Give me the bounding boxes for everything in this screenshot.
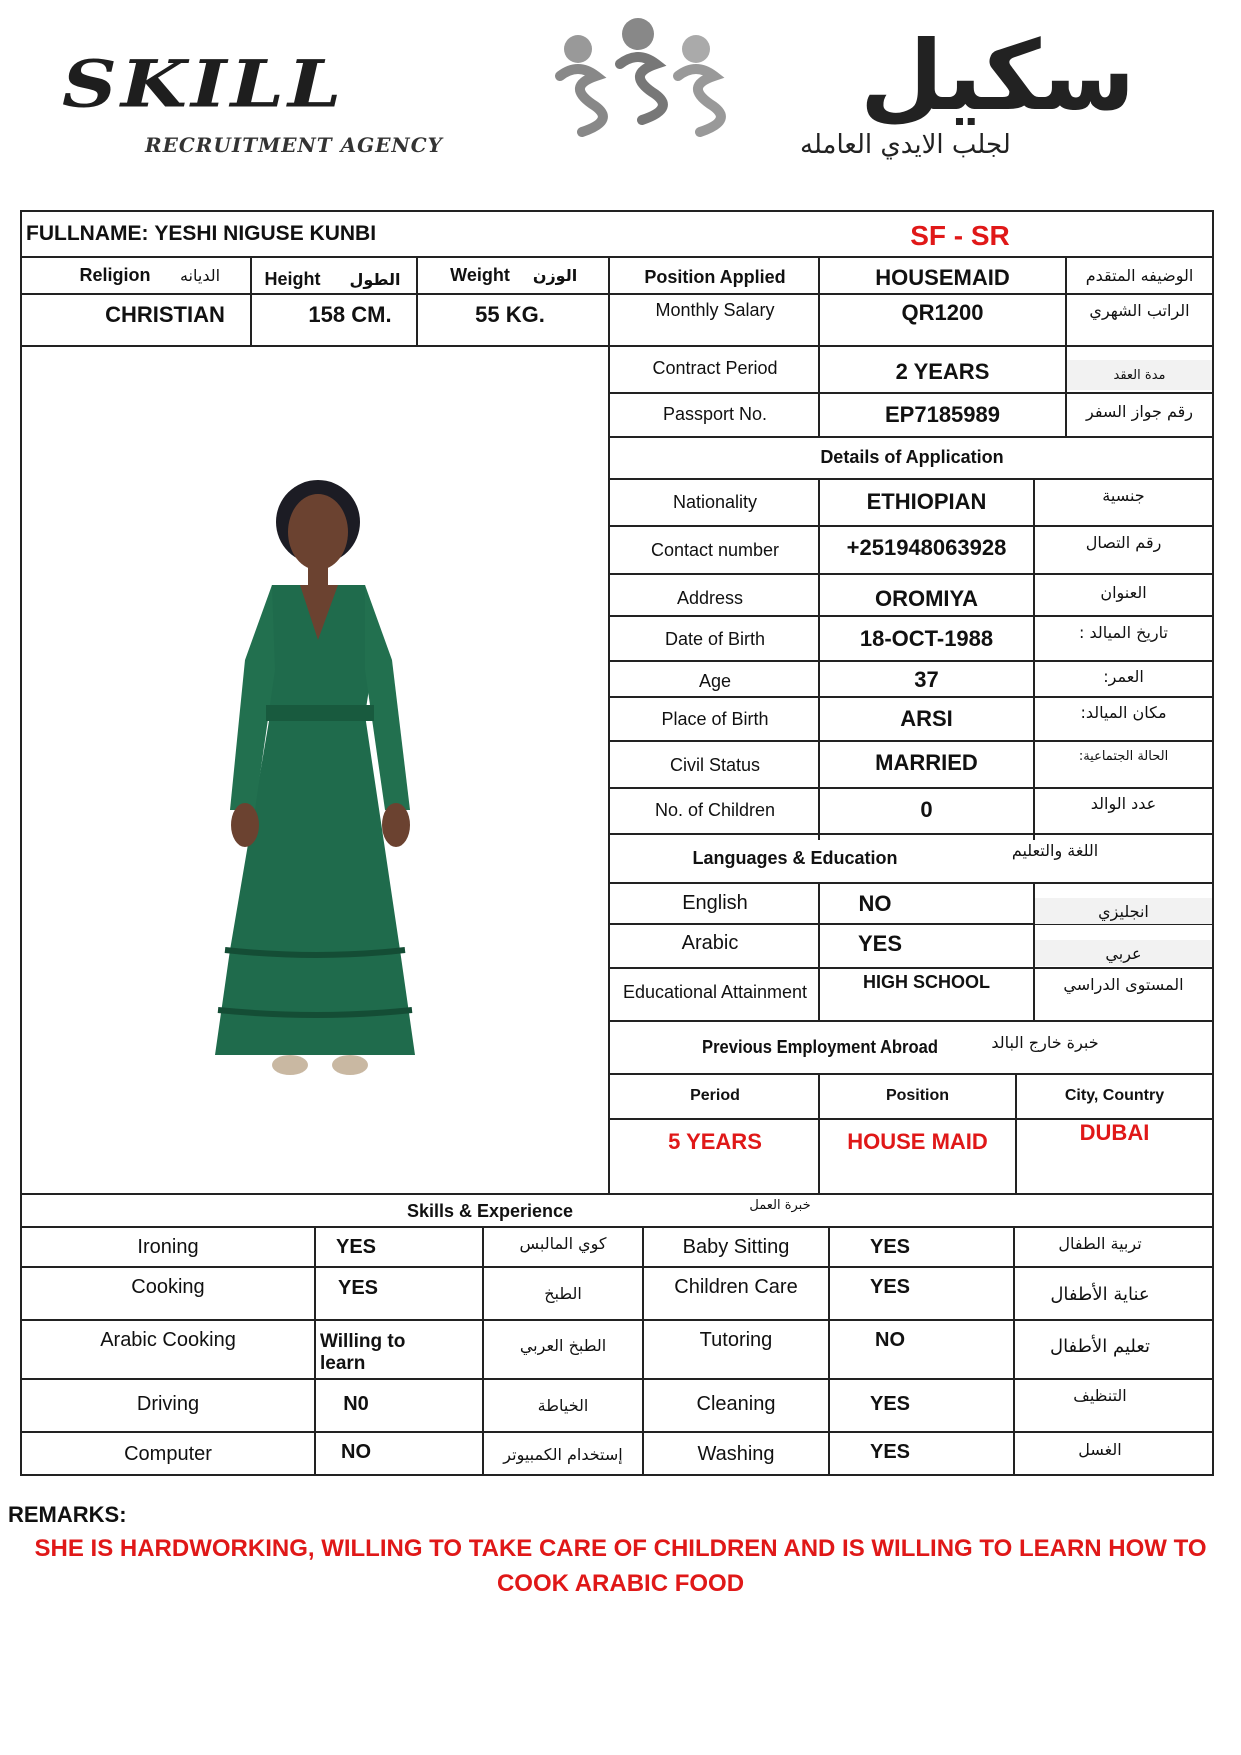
reference-code: SF - SR <box>910 220 1010 251</box>
skill-label-ar: الطبخ <box>544 1283 582 1303</box>
position-label: Position Applied <box>644 266 786 287</box>
applicant-photo <box>200 480 430 1080</box>
salary-value: QR1200 <box>901 300 984 325</box>
weight-label: Weight <box>450 264 510 285</box>
detail-label: Age <box>698 670 732 691</box>
detail-value: +251948063928 <box>846 535 1007 560</box>
logo-subtitle: RECRUITMENT AGENCY <box>145 133 443 157</box>
detail-label: Civil Status <box>669 754 761 775</box>
height-label-ar: الطول <box>349 269 401 289</box>
language-label-ar: انجليزي <box>1035 898 1212 924</box>
detail-label-ar: العمر: <box>1103 666 1144 686</box>
language-label: Arabic <box>681 931 739 954</box>
column-city: City, Country <box>1064 1087 1165 1104</box>
detail-value: ETHIOPIAN <box>866 489 987 514</box>
employment-position: HOUSE MAID <box>847 1129 988 1154</box>
skill-label-ar: الطبخ العربي <box>519 1335 607 1355</box>
skill-label: Tutoring <box>699 1328 773 1351</box>
height-label: Height <box>264 268 321 289</box>
skill-value: YES <box>869 1392 911 1415</box>
skill-value: NO <box>341 1440 371 1463</box>
detail-label-ar: جنسية <box>1102 485 1145 505</box>
detail-value: 0 <box>920 797 933 822</box>
language-label: English <box>682 891 748 914</box>
language-value: YES <box>857 931 903 956</box>
detail-label-ar: العنوان <box>1100 582 1147 602</box>
languages-title: Languages & Education <box>692 847 898 868</box>
skill-value: YES <box>869 1440 911 1463</box>
column-period: Period <box>690 1087 740 1104</box>
skill-label-ar: الغسل <box>1078 1439 1122 1459</box>
religion-label: Religion <box>79 264 151 285</box>
details-title: Details of Application <box>820 446 1004 467</box>
language-label: Educational Attainment <box>622 981 808 1002</box>
contract-label-ar: مدة العقد <box>1067 360 1212 390</box>
skill-value: YES <box>337 1276 379 1299</box>
passport-label: Passport No. <box>662 403 768 424</box>
height-value: 158 CM. <box>308 302 392 327</box>
skill-label: Cooking <box>131 1275 205 1298</box>
detail-value: 18-OCT-1988 <box>859 626 994 651</box>
detail-label: Address <box>676 587 744 608</box>
religion-value: CHRISTIAN <box>105 302 225 327</box>
skill-value: YES <box>869 1235 911 1258</box>
language-value: NO <box>858 891 892 916</box>
skills-title: Skills & Experience <box>406 1200 574 1221</box>
weight-value: 55 KG. <box>475 302 545 327</box>
detail-label-ar: تاريخ الميالد : <box>1079 622 1168 642</box>
fullname-label: FULLNAME: <box>26 222 149 245</box>
skills-title-ar: خبرة العمل <box>749 1197 811 1213</box>
skill-label-ar: تربية الطفال <box>1058 1233 1142 1253</box>
detail-value: OROMIYA <box>874 586 979 611</box>
skill-value: YES <box>869 1275 911 1298</box>
passport-label-ar: رقم جواز السفر <box>1085 401 1194 421</box>
skill-label: Arabic Cooking <box>100 1328 236 1351</box>
skill-value: YES <box>335 1235 377 1258</box>
salary-label: Monthly Salary <box>655 299 775 320</box>
skill-label: Baby Sitting <box>682 1235 790 1258</box>
detail-label: No. of Children <box>654 799 776 820</box>
position-label-ar: الوضيفه المتقدم <box>1085 265 1194 285</box>
fullname-row <box>26 214 376 254</box>
employment-title-ar: خبرة خارج البالد <box>991 1032 1099 1052</box>
skill-value: N0 <box>343 1392 369 1415</box>
skill-value: Willing to learn <box>320 1331 406 1374</box>
detail-label: Nationality <box>672 491 758 512</box>
detail-label: Contact number <box>650 539 780 560</box>
skill-label-ar: إستخدام الكمبيوتر <box>503 1444 623 1464</box>
detail-label-ar: عدد الوالد <box>1090 793 1157 813</box>
employment-city: DUBAI <box>1079 1120 1150 1145</box>
remarks-line-1: SHE IS HARDWORKING, WILLING TO TAKE CARE OF CHILDREN AND IS WILLING TO LEARN HOW TO <box>34 1535 1207 1562</box>
detail-label: Date of Birth <box>664 628 766 649</box>
frame-right <box>1212 210 1214 1476</box>
detail-value: 37 <box>914 667 939 692</box>
detail-label-ar: مكان الميالد: <box>1080 702 1167 722</box>
weight-label-ar: الوزن <box>532 265 578 285</box>
passport-value: EP7185989 <box>885 402 1000 427</box>
skill-value: NO <box>875 1328 905 1351</box>
people-logo-icon <box>540 14 730 139</box>
skill-label-ar: الخياطة <box>537 1395 589 1415</box>
frame-top <box>20 210 1214 212</box>
skill-label-ar: التنظيف <box>1073 1385 1127 1405</box>
detail-value: MARRIED <box>875 750 978 775</box>
detail-label-ar: الحالة الجتماعية: <box>1078 748 1169 764</box>
language-label-ar: عربي <box>1035 940 1212 966</box>
detail-value: ARSI <box>900 706 953 731</box>
skill-label-ar: تعليم الأطفال <box>1049 1335 1151 1357</box>
column-position: Position <box>885 1087 950 1104</box>
detail-label-ar: رقم التصال <box>1085 532 1162 552</box>
languages-title-ar: اللغة والتعليم <box>1011 840 1099 860</box>
skill-label: Washing <box>697 1442 775 1465</box>
skill-label: Driving <box>136 1392 200 1415</box>
position-value: HOUSEMAID <box>875 265 1010 290</box>
employment-period: 5 YEARS <box>668 1129 762 1154</box>
contract-label: Contract Period <box>652 357 778 378</box>
logo-arabic: سكيل <box>860 20 1136 132</box>
salary-label-ar: الراتب الشهري <box>1089 300 1190 320</box>
contract-value: 2 YEARS <box>895 359 990 384</box>
skill-label: Children Care <box>674 1275 798 1298</box>
skill-label-ar: كوي المالبس <box>519 1233 607 1253</box>
employment-title: Previous Employment Abroad <box>702 1036 938 1057</box>
remarks-label: REMARKS: <box>8 1502 127 1527</box>
religion-label-ar: الديانه <box>179 265 221 285</box>
skill-label: Ironing <box>137 1235 199 1258</box>
fullname-value: YESHI NIGUSE KUNBI <box>154 222 377 245</box>
skill-label: Cleaning <box>696 1392 776 1415</box>
remarks-line-2: COOK ARABIC FOOD <box>496 1570 745 1597</box>
skill-label-ar: عناية الأطفال <box>1050 1283 1150 1305</box>
logo-arabic-subtitle: لجلب الايدي العامله <box>800 130 1011 160</box>
skill-label: Computer <box>124 1442 212 1465</box>
language-value: HIGH SCHOOL <box>862 971 990 992</box>
detail-label: Place of Birth <box>661 708 769 729</box>
language-label-ar: المستوى الدراسي <box>1063 974 1184 994</box>
frame-bottom <box>20 1474 1214 1476</box>
logo-title: SKILL <box>62 46 346 122</box>
